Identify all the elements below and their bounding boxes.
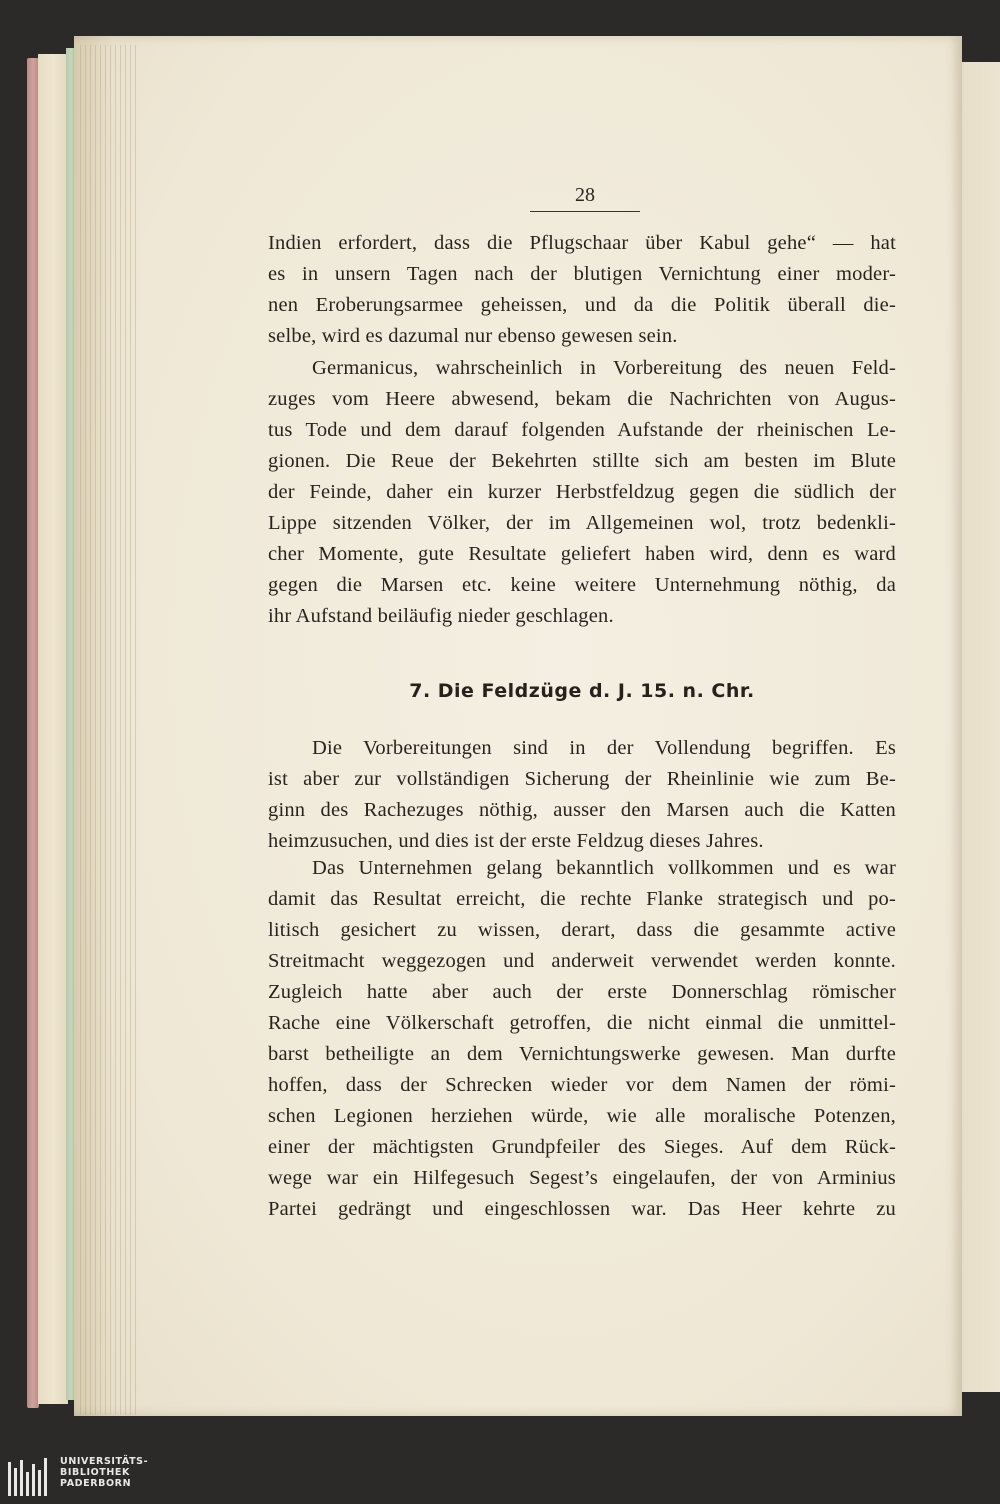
text-line: wege war ein Hilfegesuch Segest’s eingelaufen, der von Arminius	[268, 1167, 896, 1189]
library-logo-text	[60, 1456, 148, 1489]
text-line: schen Legionen herziehen würde, wie alle moralische Potenzen,	[268, 1105, 896, 1127]
logo-line: PADERBORN	[60, 1478, 132, 1489]
text-line: hoffen, dass der Schrecken wieder vor dem Namen der römi-	[268, 1074, 896, 1096]
text-line: nen Eroberungsarmee geheissen, und da die Politik überall die-	[268, 294, 896, 316]
text-line: ginn des Rachezuges nöthig, ausser den Marsen auch die Katten	[268, 799, 896, 821]
page-stack-lines	[80, 45, 138, 1415]
page-number-rule	[530, 211, 640, 212]
text-line: damit das Resultat erreicht, die rechte Flanke strategisch und po-	[268, 888, 896, 910]
text-line: Das Unternehmen gelang bekanntlich vollkommen und es war	[312, 857, 896, 879]
library-logo-icon	[8, 1458, 52, 1498]
text-line: ist aber zur vollständigen Sicherung der Rheinlinie wie zum Be-	[268, 768, 896, 790]
text-line: litisch gesichert zu wissen, derart, dass die gesammte active	[268, 919, 896, 941]
book-edge-cream	[38, 54, 68, 1404]
logo-line: UNIVERSITÄTS-	[60, 1456, 149, 1467]
text-line: Germanicus, wahrscheinlich in Vorbereitung des neuen Feld-	[312, 357, 896, 379]
paragraph-4	[268, 853, 896, 1225]
text-line: Die Vorbereitungen sind in der Vollendung begriffen. Es	[312, 737, 896, 759]
logo-line: BIBLIOTHEK	[60, 1467, 130, 1478]
text-line: gionen. Die Reue der Bekehrten stillte sich am besten im Blute	[268, 450, 896, 472]
text-line: selbe, wird es dazumal nur ebenso gewesen sein.	[268, 325, 678, 347]
paragraph-2	[268, 353, 896, 632]
paragraph-3	[268, 733, 896, 857]
text-line: ihr Aufstand beiläufig nieder geschlagen.	[268, 605, 614, 627]
text-line: Rache eine Völkerschaft getroffen, die nicht einmal die unmittel-	[268, 1012, 896, 1034]
text-line: einer der mächtigsten Grundpfeiler des Sieges. Auf dem Rück-	[268, 1136, 896, 1158]
text-line: cher Momente, gute Resultate geliefert haben wird, denn es ward	[268, 543, 896, 565]
page-number: 28	[575, 184, 595, 206]
text-line: Indien erfordert, dass die Pflugschaar über Kabul gehe“ — hat	[268, 232, 896, 254]
text-line: heimzusuchen, und dies ist der erste Feldzug dieses Jahres.	[268, 830, 764, 852]
text-line: barst betheiligte an dem Vernichtungswerke gewesen. Man durfte	[268, 1043, 896, 1065]
library-footer	[0, 1452, 1000, 1504]
text-line: Partei gedrängt und eingeschlossen war. Das Heer kehrte zu	[268, 1198, 896, 1220]
text-line: Lippe sitzenden Völker, der im Allgemeinen wol, trotz bedenkli-	[268, 512, 896, 534]
text-line: es in unsern Tagen nach der blutigen Vernichtung einer moder-	[268, 263, 896, 285]
text-line: Streitmacht weggezogen und anderweit verwendet werden konnte.	[268, 950, 896, 972]
section-heading: 7. Die Feldzüge d. J. 15. n. Chr.	[409, 680, 755, 702]
text-line: tus Tode und dem darauf folgenden Aufstande der rheinischen Le-	[268, 419, 896, 441]
text-line: Zugleich hatte aber auch der erste Donnerschlag römischer	[268, 981, 896, 1003]
text-line: der Feinde, daher ein kurzer Herbstfeldzug gegen die südlich der	[268, 481, 896, 503]
paragraph-1	[268, 228, 896, 352]
text-line: gegen die Marsen etc. keine weitere Unternehmung nöthig, da	[268, 574, 896, 596]
text-line: zuges vom Heere abwesend, bekam die Nachrichten von Augus-	[268, 388, 896, 410]
